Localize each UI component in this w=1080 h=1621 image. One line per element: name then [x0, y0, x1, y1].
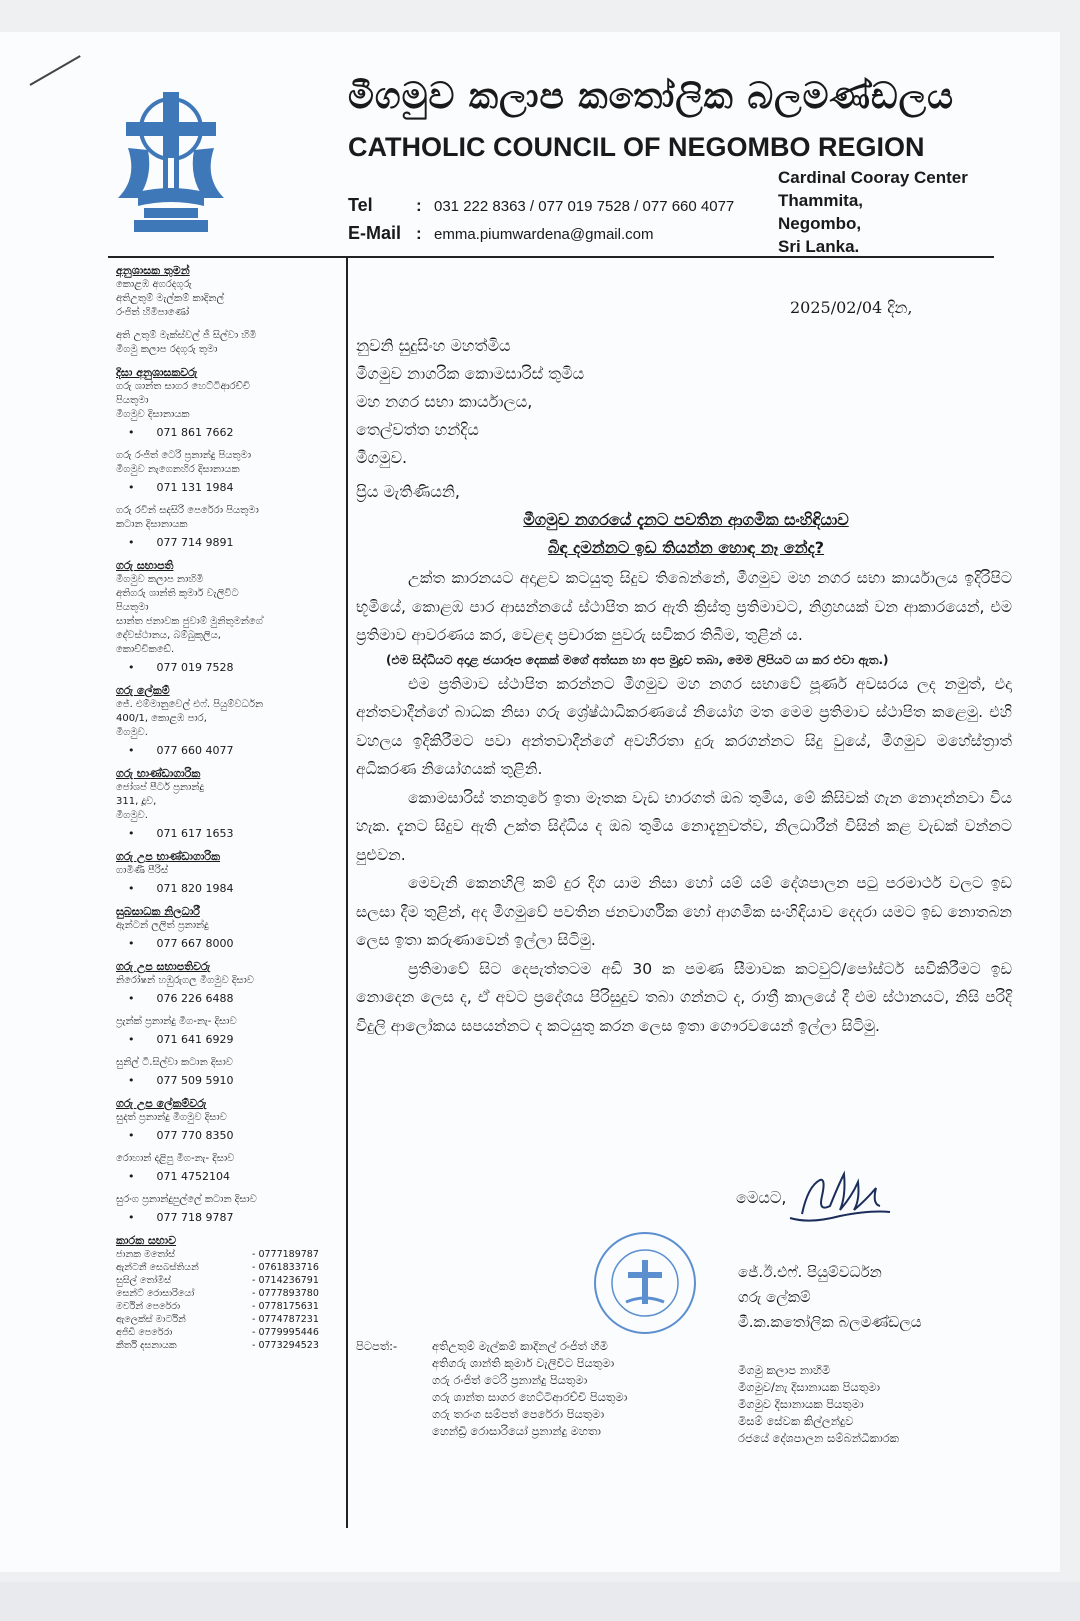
- sidebar-line: සාන්ත ජනාවක ජුවාම් මුනිතුමන්ගේ: [116, 616, 263, 627]
- member-phone: - 0714236791: [252, 1275, 319, 1286]
- subject-line-2: බිඳ දමන්නට ඉඩ තියන්න හොඳ නෑ නේද?: [547, 538, 825, 557]
- committee-member: [116, 1274, 340, 1287]
- sidebar-line: ගරු රංජිත් ටෙරි ප්‍රනාන්දු පියතුමා: [116, 450, 252, 461]
- sidebar-line: ගරු ශාන්ත සාගර හෙට්ටිආරච්චි: [116, 381, 251, 392]
- council-logo-cross-icon: [108, 88, 234, 238]
- tel-label: Tel: [348, 195, 373, 215]
- sidebar-phone: • 071 820 1984: [116, 882, 340, 896]
- sidebar-line: මීගමුව කලාප නාහිමි: [116, 574, 204, 585]
- sidebar-line: අතිගරු ශාන්ති කුමාර් වැලිවිට: [116, 588, 239, 599]
- member-name: ඇලෙක්ස් මාර්ටින්: [116, 1314, 186, 1325]
- member-name: මර්වින් පෙරේරා: [116, 1301, 181, 1312]
- address-line: Negombo,: [778, 214, 862, 233]
- sidebar-line: පියතුමා: [116, 602, 149, 613]
- recipient-line: තෙල්වත්ත හන්දිය: [356, 420, 479, 439]
- committee-member: [116, 1261, 340, 1274]
- member-phone: - 0777893780: [252, 1288, 319, 1299]
- copy-recipient: අතිඋතුම් මැල්කම් කාදිනල් රංජිත් හිමි: [432, 1339, 608, 1353]
- sidebar-group: [116, 1193, 340, 1225]
- sidebar-line: ජෝශප් පීටර් ප්‍රනාන්දු: [116, 782, 204, 793]
- sidebar-phone: • 071 131 1984: [116, 481, 340, 495]
- viewer-bottom-strip: [0, 1582, 1080, 1621]
- copy-recipient: හෙන්ඩ්‍රි රොසාරියෝ ප්‍රනාන්දු මහතා: [432, 1424, 601, 1438]
- sidebar-phone: • 077 718 9787: [116, 1211, 340, 1225]
- copy-title: මිසම් සේවක කිල්ලන්දුව: [738, 1414, 854, 1428]
- sidebar-line: 311, දූව,: [116, 796, 157, 807]
- sidebar-line: කොච්චිකඩේ.: [116, 644, 175, 655]
- sidebar-group: [116, 1097, 340, 1143]
- copies-titles: [738, 1362, 899, 1447]
- copy-title: මීගමු කලාප නාහිමි: [738, 1363, 831, 1377]
- member-name: කීර්ති දසනායක: [116, 1340, 177, 1351]
- address-line: Cardinal Cooray Center: [778, 168, 968, 187]
- contact-block: [348, 192, 734, 248]
- sidebar-line: නිරෝෂන් හඹුරුගල මීගමුව දිසාව: [116, 975, 254, 986]
- sidebar-line: මීගමුව දිසානායක: [116, 409, 190, 420]
- council-title-english: CATHOLIC COUNCIL OF NEGOMBO REGION: [348, 132, 925, 162]
- committee-member: [116, 1313, 340, 1326]
- official-seal-stamp: [592, 1230, 698, 1336]
- recipient-line: නුවනි සුදුසිංහ මහත්මිය: [356, 336, 511, 355]
- member-name: සුසිල් තෝමිස්: [116, 1275, 171, 1286]
- sidebar-phone: • 077 509 5910: [116, 1074, 340, 1088]
- member-phone: - 0774787231: [252, 1314, 319, 1325]
- attachment-note: (එම සිද්ධියට අදාළ ජයාරූප දෙකක් මගේ අත්සන හා අප මුද්‍රව තබා, මෙම ලිපියට යා කර එවා ඇත.): [386, 652, 889, 667]
- copies-label: පිටපත්:-: [356, 1339, 398, 1353]
- letter-page: [0, 32, 1060, 1572]
- sidebar-phone: • 077 660 4077: [116, 744, 340, 758]
- sidebar-line: පියතුමා: [116, 395, 149, 406]
- copies-names: [432, 1338, 627, 1440]
- tel-value: 031 222 8363 / 077 019 7528 / 077 660 4077: [434, 198, 735, 215]
- office-bearers-sidebar: [116, 264, 340, 1352]
- tel-row: Tel : 031 222 8363 / 077 019 7528 / 077 660 4077: [348, 192, 734, 220]
- sidebar-group-heading: ගරු ලේකම්: [116, 684, 170, 697]
- sidebar-group: [116, 366, 340, 440]
- sidebar-line: ජේ. එම්මානුවෙල් එෆ්. පියුම්වර්ධන: [116, 699, 264, 710]
- copy-recipient: ගරු තරංග සම්පත් පෙරේරා පියතුමා: [432, 1407, 605, 1421]
- body-paragraph: උක්ත කාරනයට අදාළව කටයුතු සිදුව තිබෙන්නේ, මීගමුව මහ නගර සභා කාර්යාලය ඉදිරිපිට භූමියේ, කොළඹ පාර ආසන්නයේ ස්ථාපිත කර ඇති ක්‍රිස්තු ප්‍රතිමාවට, නිග්‍රහයක් වන ආකාරයෙන්, එම ප්‍රතිමාව ආවරණය කර, වෙළඳ ප්‍රචාරක පුවරු සවිකර තිබීම, තුළින් ය. (එම සිද්ධියට අදාළ ජයාරූප දෙකක් මගේ අත්සන හා අප මුද්‍රව තබා, මෙම ලිපියට යා කර එවා ඇත.): [356, 564, 1012, 670]
- email-value: emma.piumwardena@gmail.com: [434, 226, 654, 243]
- council-title-sinhala: මීගමුව කලාප කතෝලික බලමණ්ඩලය: [348, 76, 954, 117]
- sidebar-line: සුනිල් ටී.සිල්වා කටාන දිසාව: [116, 1057, 233, 1068]
- sidebar-group: [116, 960, 340, 1006]
- sidebar-group: [116, 1015, 340, 1047]
- sidebar-line: මීගමුව නැගෙනහිර දිසානායක: [116, 464, 240, 475]
- sidebar-group: [116, 264, 340, 320]
- sidebar-group: [116, 1056, 340, 1088]
- handwritten-signature: [780, 1166, 900, 1230]
- sidebar-phone: • 071 641 6929: [116, 1033, 340, 1047]
- address-line: Thammita,: [778, 191, 864, 210]
- sidebar-phone: • 077 770 8350: [116, 1129, 340, 1143]
- sidebar-group: [116, 329, 340, 357]
- member-phone: - 0761833716: [252, 1262, 319, 1273]
- salutation: ප්‍රිය මැතිණියනි,: [356, 482, 460, 501]
- member-phone: - 0773294523: [252, 1340, 319, 1351]
- email-label: E-Mail: [348, 223, 402, 243]
- signer-organization: මී.ක.කතෝලික බලමණ්ඩලය: [738, 1313, 922, 1331]
- copy-recipient: අතිගරු ශාන්ති කුමාර් වැලිවිට පියතුමා: [432, 1356, 615, 1370]
- sidebar-group: [116, 905, 340, 951]
- sidebar-group: [116, 449, 340, 495]
- body-paragraph: කොමසාරිස් තනතුරේ ඉතා මෑතක වැඩ භාරගත් ඔබ තුමිය, මේ කිසිවක් ගැන නොදන්නවා විය හැක. දැනට සිදුව ඇති උක්ත සිද්ධිය ද ඔබ තුමිය නොදැනුවත්ව, නිලධාරීන් විසින් කළ වැඩක් වන්නට පුළුවන.: [356, 788, 1012, 864]
- postal-address: [778, 166, 968, 258]
- member-phone: - 0777189787: [252, 1249, 319, 1260]
- sidebar-line: කොළඹ අගරදගුරු: [116, 279, 192, 290]
- sidebar-line: කටාන දිසානායක: [116, 519, 188, 530]
- committee-member: [116, 1300, 340, 1313]
- letter-body: [356, 564, 1012, 1040]
- committee-member: [116, 1326, 340, 1339]
- sidebar-line: ඇන්ටන් ලලිත් ප්‍රනාන්දු: [116, 920, 209, 931]
- sidebar-group: [116, 504, 340, 550]
- subject-line-1: මීගමුව නගරයේ දැනට පවතින ආගමික සංහිඳියාව: [523, 510, 849, 529]
- letter-date: 2025/02/04 දින,: [790, 298, 913, 317]
- sidebar-phone: • 076 226 6488: [116, 992, 340, 1006]
- committee-member: [116, 1248, 340, 1261]
- committee-member: [116, 1287, 340, 1300]
- recipient-line: මහ නගර සභා කාර්යාලය,: [356, 392, 533, 411]
- sidebar-line: සුරංග ප්‍රනාන්දුපුල්ලේ කටාන දිසාව: [116, 1194, 257, 1205]
- sidebar-group: [116, 1152, 340, 1184]
- signer-block: [738, 1260, 922, 1335]
- committee-member: [116, 1339, 340, 1352]
- member-name: ඇන්ටනී සෙබස්තියන්: [116, 1262, 199, 1273]
- body-paragraph: මෙවැනි කෙනහිලි කම් දුර දිග යාම නිසා හෝ යම් යම් දේශපාලන පටු පරමාර්ථ වලට ඉඩ සලසා දීම තුළින්, අද මීගමුවේ පවතින ජනවාර්ගික හෝ ආගමික සංහිඳියාව දෙදරා යමට ඉඩ නොතබන ලෙස ඉතා කරුණාවෙන් ඉල්ලා සිටිමු.: [356, 874, 1012, 949]
- member-phone: - 0779995446: [252, 1327, 319, 1338]
- closing: මෙයට,: [736, 1188, 787, 1207]
- sidebar-group-heading: ගරු උප සභාපතිවරු: [116, 960, 211, 973]
- sidebar-line: 400/1, කොළඹ පාර,: [116, 713, 207, 724]
- sidebar-line: අති උතුම් මැක්ස්වල් ජී සිල්වා හිමි: [116, 330, 257, 341]
- recipient-line: මීගමුව.: [356, 448, 408, 467]
- copy-recipient: ගරු ශාන්ත සාගර හෙට්ටිආරච්චි පියතුමා: [432, 1390, 628, 1404]
- sidebar-line: ගාමිණී පීරිස්: [116, 865, 169, 876]
- sidebar-line: මීගමුව.: [116, 810, 148, 821]
- sidebar-group: [116, 684, 340, 758]
- sidebar-line: මීගමුව.: [116, 727, 148, 738]
- copy-title: මීගමුව දිසානායක පියතුමා: [738, 1397, 864, 1411]
- sidebar-group-heading: ගරු උප භාණ්ඩාගාරික: [116, 850, 221, 863]
- body-paragraph: එම ප්‍රතිමාව ස්ථාපිත කරන්නට මීගමුව මහ නගර සභාවේ පූර්ණ අවසරය ලද නමුත්, එදා අන්තවාදීන්ගේ බාධක නිසා ගරු ශ්‍රේෂ්ඨාධිකරණයේ නියෝග මත මෙම ප්‍රතිමාව ස්ථාපිත කළෙමු. එහි වහලය ඉදිකිරීමට පවා අන්තවාදීන්ගේ අවහිරතා දුරු කරගන්නට සිදු වුයේ, මීගමුව මහේස්ත්‍රාත් අධිකරණ නියෝගයක් තුළිනි.: [356, 674, 1012, 778]
- sidebar-group-heading: දිසා අනුශාසකවරු: [116, 366, 198, 379]
- sidebar-group: [116, 850, 340, 896]
- sidebar-phone: • 077 667 8000: [116, 937, 340, 951]
- copy-title: මීගමුව/නැ දිසානායක පියතුමා: [738, 1380, 881, 1394]
- sidebar-line: රංජිත් හිමිපාණෝ: [116, 307, 190, 318]
- address-line: Sri Lanka.: [778, 237, 860, 256]
- sidebar-line: ගරු රවින් සදසිරි පෙරේරා පියතුමා: [116, 505, 259, 516]
- body-paragraph: ප්‍රතිමාවේ සිට දෙපැත්තටම අඩි 30 ක පමණ සීමාවක කටවුට්/පෝස්ටර් සවිකිරීමට ඉඩ නොදෙන ලෙස ද, ඒ අවට ප්‍රදේශය පිරිසුදුව තබා ගන්නට ද, රාත්‍රී කාලයේ දී එම ස්ථානයට, නිසි පරිදි විදුලි ආලෝකය සපයන්නට ද කටයුතු කරන ලෙස ඉතා ගෞරවයෙන් ඉල්ලා සිටිමු.: [356, 959, 1012, 1035]
- sidebar-group: [116, 767, 340, 841]
- sidebar-phone: • 071 861 7662: [116, 426, 340, 440]
- sidebar-line: ප්‍රැන්ක් ප්‍රනාන්දු මීග-නැ- දිසාව: [116, 1016, 237, 1027]
- copy-title: රජයේ දේශපාලන සම්බන්ධීකාරක: [738, 1431, 900, 1445]
- recipient-address: [356, 332, 584, 472]
- sidebar-group: [116, 559, 340, 675]
- letter-subject: [426, 506, 946, 562]
- sidebar-phone: • 077 019 7528: [116, 661, 340, 675]
- header-divider: [108, 256, 994, 258]
- sidebar-line: දේවස්ථානය, බම්බුකුලිය,: [116, 630, 221, 641]
- email-row: E-Mail : emma.piumwardena@gmail.com: [348, 220, 734, 248]
- recipient-line: මීගමුව නාගරික කොමසාරිස් තුමිය: [356, 364, 585, 383]
- sidebar-phone: • 071 617 1653: [116, 827, 340, 841]
- member-name: සෙන්ට් රොසාරියෝ: [116, 1288, 195, 1299]
- sidebar-line: අතිඋතුම් මැල්කම් කාදිනල්: [116, 293, 225, 304]
- sidebar-group-heading: ගරු භාණ්ඩාගාරික: [116, 767, 201, 780]
- sidebar-group-heading: සුබසාධක නිලධාරී: [116, 905, 200, 918]
- committee-list: [116, 1234, 340, 1352]
- sidebar-line: මීගමු කලාප රදගුරු තුමා: [116, 344, 218, 355]
- committee-heading: කාරක සභාව: [116, 1234, 177, 1247]
- sidebar-group-heading: ගරු උප ලේකම්වරු: [116, 1097, 207, 1110]
- sidebar-line: රොහාන් දළිපු මීග-නැ- දිසාව: [116, 1153, 235, 1164]
- sidebar-group-heading: අනුශාසක තුමන්: [116, 264, 190, 277]
- sidebar-phone: • 077 714 9891: [116, 536, 340, 550]
- copy-recipient: ගරු රංජිත් ටෙරි ප්‍රනාන්දු පියතුමා: [432, 1373, 588, 1387]
- sidebar-phone: • 071 4752104: [116, 1170, 340, 1184]
- signer-name: ජේ.ඊ.එෆ්. පියුම්වර්ධන: [738, 1263, 882, 1281]
- member-name: අජිඩි පෙරේරා: [116, 1327, 173, 1338]
- sidebar-line: සුදත් ප්‍රනාන්දු මීගමුව දිසාව: [116, 1112, 227, 1123]
- signer-title: ගරු ලේකම්: [738, 1288, 811, 1306]
- member-phone: - 0778175631: [252, 1301, 319, 1312]
- member-name: ජානක මතෝස්: [116, 1249, 175, 1260]
- scan-mark: [30, 55, 81, 86]
- sidebar-divider: [346, 258, 348, 1528]
- sidebar-group-heading: ගරු සභාපති: [116, 559, 174, 572]
